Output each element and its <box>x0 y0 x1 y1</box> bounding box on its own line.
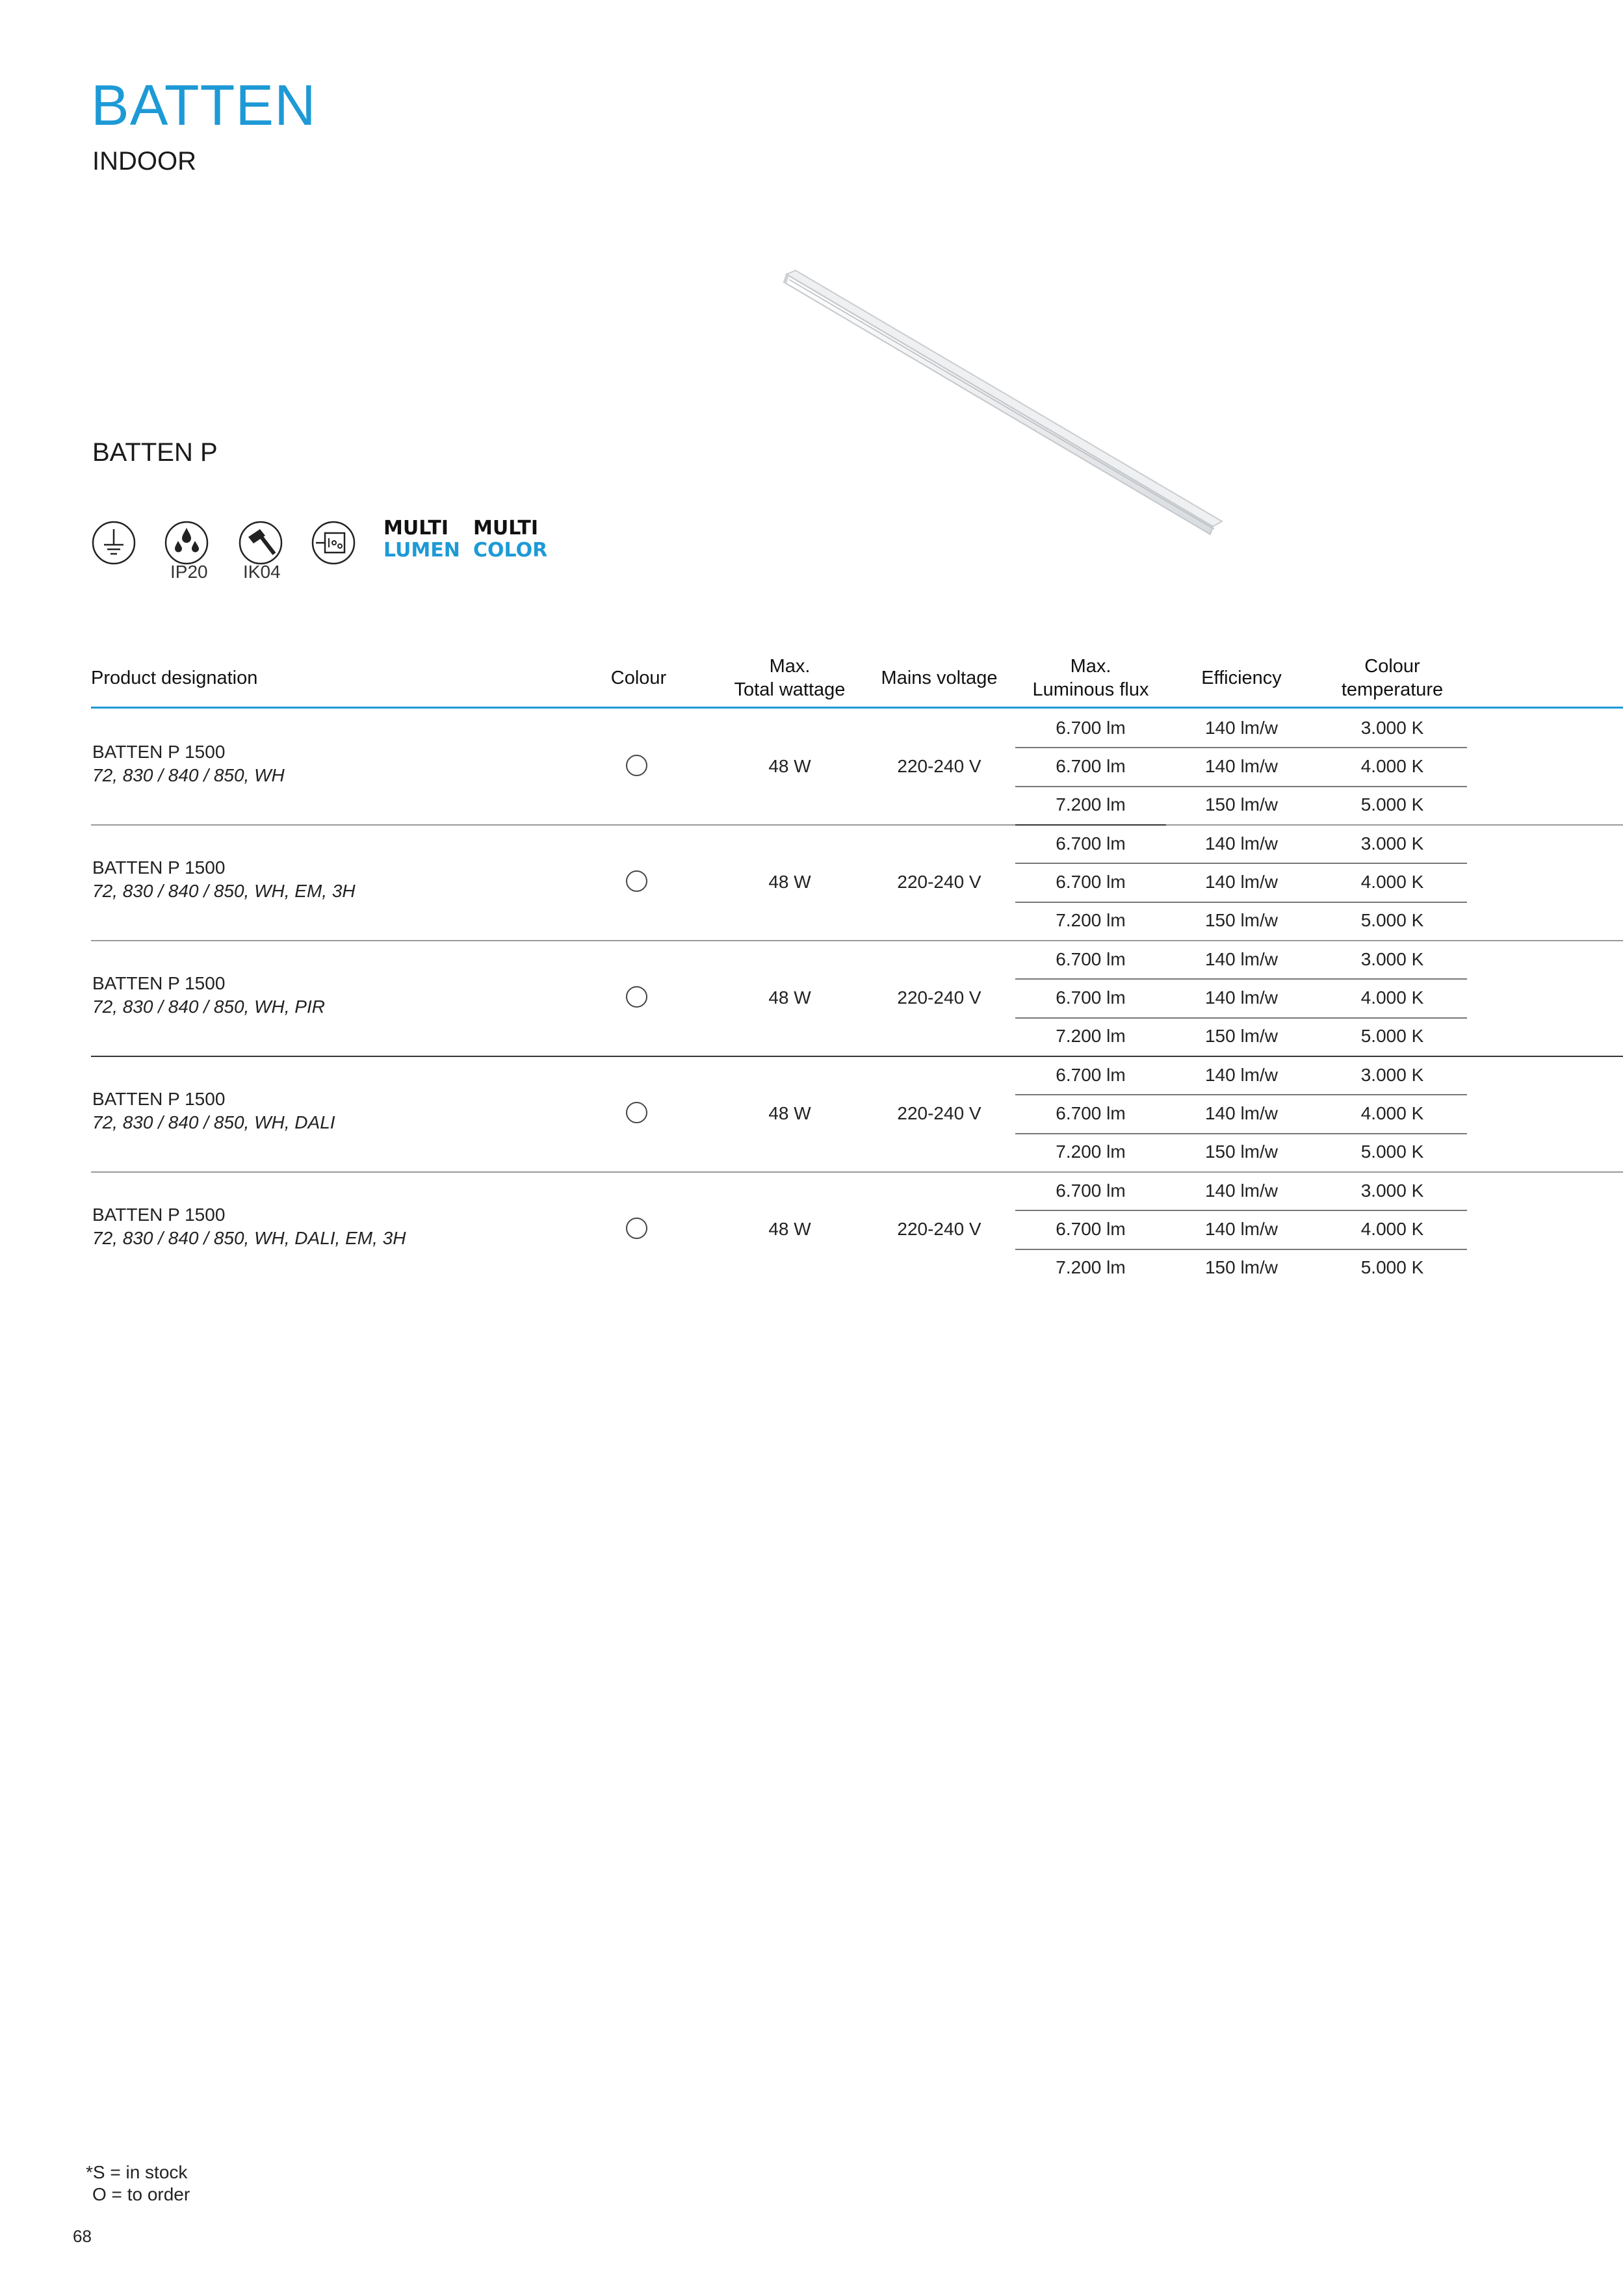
multi-lumen-line2: LUMEN <box>383 539 460 562</box>
product-row-variant: 72, 830 / 840 / 850, WH, DALI <box>92 1112 335 1132</box>
ip-rating-drops-icon <box>164 520 209 566</box>
product-row-name: BATTEN P 1500 <box>92 857 226 878</box>
header-product: Product designation <box>91 668 258 688</box>
row-divider <box>91 940 1623 941</box>
multi-color-line1: MULTI <box>473 517 538 540</box>
product-row-variant: 72, 830 / 840 / 850, WH, EM, 3H <box>92 881 356 901</box>
efficiency-value: 140 lm/w <box>1204 948 1279 969</box>
sub-row-divider <box>1015 786 1467 787</box>
efficiency-value: 150 lm/w <box>1204 910 1279 931</box>
header-wattage-line1: Max. <box>769 656 811 677</box>
sub-row-divider <box>1015 1133 1467 1134</box>
colour-temperature-value: 3.000 K <box>1360 1064 1424 1085</box>
efficiency-value: 140 lm/w <box>1204 987 1279 1008</box>
efficiency-value: 140 lm/w <box>1204 1180 1279 1201</box>
luminous-flux-value: 6.700 lm <box>1056 871 1126 892</box>
page-subtitle: INDOOR <box>92 147 196 176</box>
luminous-flux-value: 6.700 lm <box>1056 833 1126 854</box>
row-divider <box>91 1056 1623 1057</box>
luminous-flux-value: 7.200 lm <box>1056 1141 1126 1162</box>
sub-row-divider <box>1015 1094 1467 1095</box>
multi-lumen-badge <box>383 517 460 562</box>
efficiency-value: 140 lm/w <box>1204 1102 1279 1123</box>
sub-row-divider <box>1015 1210 1467 1211</box>
luminous-flux-value: 6.700 lm <box>1056 948 1126 969</box>
sub-row-divider <box>1015 863 1467 864</box>
luminous-flux-value: 6.700 lm <box>1056 717 1126 738</box>
ip-rating-label: IP20 <box>170 562 208 582</box>
row-divider <box>91 824 1623 826</box>
colour-temperature-value: 5.000 K <box>1360 1257 1424 1278</box>
row-divider-accent <box>1015 824 1166 826</box>
efficiency-value: 140 lm/w <box>1204 717 1279 738</box>
sub-row-divider <box>1015 1249 1467 1250</box>
ik-rating-label: IK04 <box>243 562 281 582</box>
luminous-flux-value: 7.200 lm <box>1056 1026 1126 1047</box>
colour-temperature-value: 4.000 K <box>1360 755 1424 776</box>
colour-white-swatch <box>626 870 647 892</box>
efficiency-value: 150 lm/w <box>1204 1141 1279 1162</box>
colour-temperature-value: 3.000 K <box>1360 1180 1424 1201</box>
product-row-name: BATTEN P 1500 <box>92 1089 226 1109</box>
luminous-flux-value: 6.700 lm <box>1056 755 1126 776</box>
colour-white-swatch <box>626 986 647 1008</box>
colour-temperature-value: 5.000 K <box>1360 1141 1424 1162</box>
colour-temperature-value: 3.000 K <box>1360 717 1424 738</box>
efficiency-value: 140 lm/w <box>1204 871 1279 892</box>
sub-row-divider <box>1015 978 1467 980</box>
page-title: BATTEN <box>91 73 317 137</box>
multi-lumen-line1: MULTI <box>383 517 448 540</box>
colour-temperature-value: 5.000 K <box>1360 1026 1424 1047</box>
multi-color-badge <box>473 517 547 562</box>
colour-temperature-value: 5.000 K <box>1360 910 1424 931</box>
header-temperature <box>1317 655 1468 701</box>
header-wattage-line2: Total wattage <box>734 679 846 700</box>
colour-white-swatch <box>626 1218 647 1239</box>
colour-temperature-value: 4.000 K <box>1360 1102 1424 1123</box>
footnote-stock: *S = in stock <box>86 2162 188 2182</box>
multi-color-line2: COLOR <box>473 539 548 562</box>
sub-row-divider <box>1015 1017 1467 1019</box>
efficiency-value: 150 lm/w <box>1204 1026 1279 1047</box>
sub-row-divider <box>1015 747 1467 748</box>
colour-temperature-value: 3.000 K <box>1360 833 1424 854</box>
product-row-name: BATTEN P 1500 <box>92 742 226 762</box>
earth-ground-icon <box>91 520 136 566</box>
header-temperature-line1: Colour <box>1364 656 1420 677</box>
header-flux-line2: Luminous flux <box>1032 679 1149 700</box>
efficiency-value: 140 lm/w <box>1204 1064 1279 1085</box>
product-row-name: BATTEN P 1500 <box>92 1205 226 1225</box>
header-divider <box>91 707 1623 709</box>
row-divider <box>91 1171 1623 1173</box>
efficiency-value: 140 lm/w <box>1204 833 1279 854</box>
efficiency-value: 150 lm/w <box>1204 794 1279 815</box>
voltage-value: 220-240 V <box>897 872 981 892</box>
colour-temperature-value: 5.000 K <box>1360 794 1424 815</box>
colour-temperature-value: 4.000 K <box>1360 871 1424 892</box>
header-colour: Colour <box>610 668 667 688</box>
luminous-flux-value: 7.200 lm <box>1056 910 1126 931</box>
header-flux-line1: Max. <box>1070 656 1111 677</box>
product-row-variant: 72, 830 / 840 / 850, WH, DALI, EM, 3H <box>92 1228 406 1248</box>
luminous-flux-value: 6.700 lm <box>1056 1180 1126 1201</box>
wattage-value: 48 W <box>768 987 811 1008</box>
voltage-value: 220-240 V <box>897 756 981 776</box>
efficiency-value: 150 lm/w <box>1204 1257 1279 1278</box>
wattage-value: 48 W <box>768 1219 811 1239</box>
voltage-value: 220-240 V <box>897 987 981 1008</box>
luminous-flux-value: 6.700 lm <box>1056 1102 1126 1123</box>
header-flux <box>1015 655 1166 701</box>
header-temperature-line2: temperature <box>1341 679 1444 700</box>
luminous-flux-value: 6.700 lm <box>1056 1218 1126 1239</box>
efficiency-value: 140 lm/w <box>1204 755 1279 776</box>
wattage-value: 48 W <box>768 756 811 776</box>
wattage-value: 48 W <box>768 872 811 892</box>
luminous-flux-value: 6.700 lm <box>1056 1064 1126 1085</box>
colour-temperature-value: 3.000 K <box>1360 948 1424 969</box>
product-row-variant: 72, 830 / 840 / 850, WH <box>92 765 285 785</box>
voltage-value: 220-240 V <box>897 1103 981 1123</box>
page-number: 68 <box>73 2226 92 2246</box>
header-voltage: Mains voltage <box>881 668 998 688</box>
sub-row-divider <box>1015 902 1467 903</box>
product-image <box>773 267 1228 546</box>
voltage-value: 220-240 V <box>897 1219 981 1239</box>
header-efficiency: Efficiency <box>1201 668 1282 688</box>
wattage-value: 48 W <box>768 1103 811 1123</box>
ik-hammer-icon <box>238 520 283 566</box>
product-name: BATTEN P <box>92 438 218 467</box>
driver-box-icon <box>311 520 356 566</box>
footnote-order: O = to order <box>92 2184 190 2204</box>
colour-white-swatch <box>626 1102 647 1123</box>
colour-white-swatch <box>626 755 647 776</box>
luminous-flux-value: 7.200 lm <box>1056 794 1126 815</box>
product-row-name: BATTEN P 1500 <box>92 973 226 993</box>
colour-temperature-value: 4.000 K <box>1360 1218 1424 1239</box>
colour-temperature-value: 4.000 K <box>1360 987 1424 1008</box>
product-row-variant: 72, 830 / 840 / 850, WH, PIR <box>92 997 325 1017</box>
header-wattage <box>715 655 864 701</box>
luminous-flux-value: 6.700 lm <box>1056 987 1126 1008</box>
luminous-flux-value: 7.200 lm <box>1056 1257 1126 1278</box>
efficiency-value: 140 lm/w <box>1204 1218 1279 1239</box>
